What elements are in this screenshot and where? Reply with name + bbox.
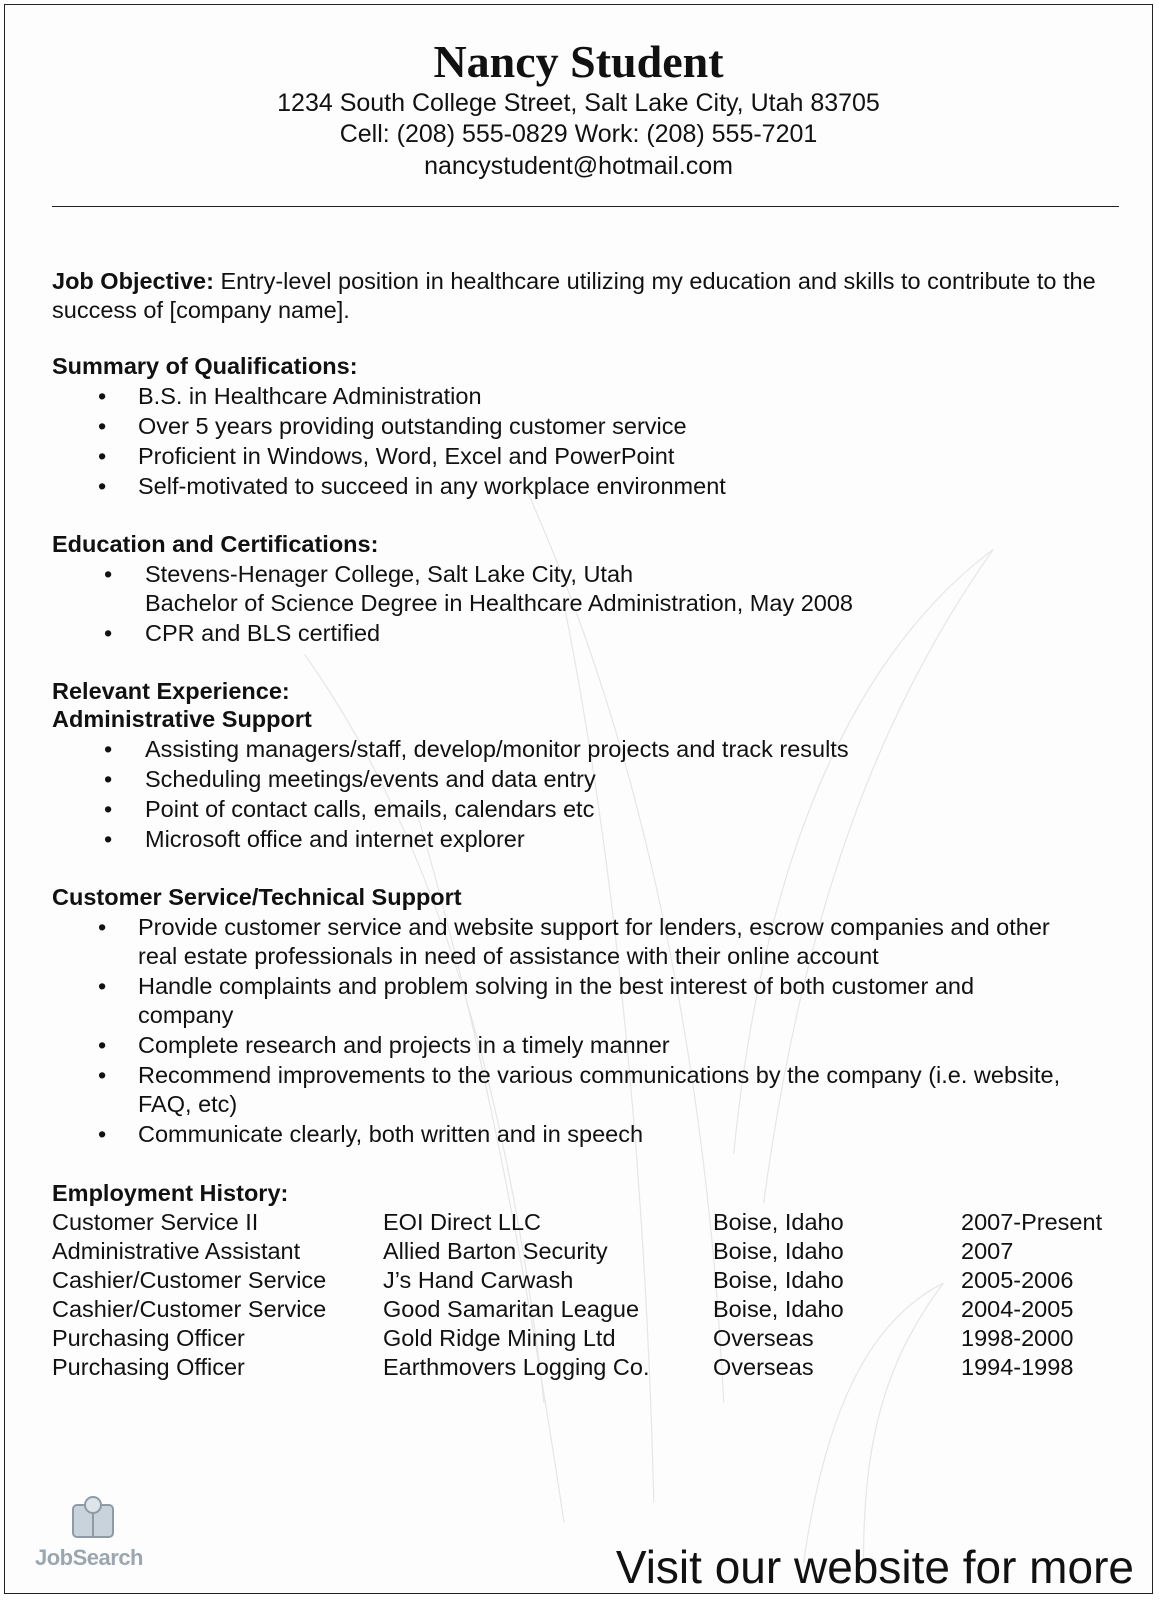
bullet-icon: • — [98, 443, 107, 469]
location-cell: Boise, Idaho — [713, 1267, 844, 1293]
bullet-icon: • — [98, 383, 107, 409]
dates-cell: 1994-1998 — [961, 1354, 1074, 1380]
bullet-icon: • — [104, 826, 113, 852]
location-cell: Boise, Idaho — [713, 1296, 844, 1322]
employer-cell: Allied Barton Security — [383, 1238, 608, 1264]
customer-service-heading: Customer Service/Technical Support — [52, 884, 462, 910]
employer-cell: Gold Ridge Mining Ltd — [383, 1325, 616, 1351]
dates-cell: 1998-2000 — [961, 1325, 1074, 1351]
visit-website-banner[interactable]: Visit our website for more — [615, 1541, 1134, 1593]
dates-cell: 2007-Present — [961, 1209, 1103, 1235]
bullet-icon: • — [104, 561, 113, 587]
education-heading: Education and Certifications: — [52, 531, 379, 557]
job-title-cell: Cashier/Customer Service — [52, 1267, 327, 1293]
candidate-name: Nancy Student — [433, 36, 724, 87]
list-item-text: Point of contact calls, emails, calendars etc — [145, 796, 595, 822]
admin-support-heading: Administrative Support — [52, 706, 312, 732]
job-title-cell: Purchasing Officer — [52, 1354, 245, 1380]
list-item-text: Proficient in Windows, Word, Excel and PowerPoint — [138, 443, 675, 469]
location-cell: Boise, Idaho — [713, 1238, 844, 1264]
employer-cell: Good Samaritan League — [383, 1296, 640, 1322]
list-item-text: Self-motivated to succeed in any workplace environment — [138, 473, 726, 499]
bullet-icon: • — [104, 620, 113, 646]
employer-cell: Earthmovers Logging Co. — [383, 1354, 650, 1380]
dates-cell: 2004-2005 — [961, 1296, 1074, 1322]
employer-cell: EOI Direct LLC — [383, 1209, 542, 1235]
list-item-text: Over 5 years providing outstanding customer service — [138, 413, 687, 439]
job-title-cell: Customer Service II — [52, 1209, 259, 1235]
header-divider — [52, 206, 1119, 207]
bullet-icon: • — [104, 796, 113, 822]
jobsearch-logo-text: JobSearch — [35, 1545, 143, 1570]
bullet-icon: • — [98, 914, 107, 940]
job-objective-label: Job Objective: — [52, 268, 214, 294]
address-line: 1234 South College Street, Salt Lake City, Utah 83705 — [277, 89, 880, 117]
job-objective-text: Entry-level position in healthcare utilizing my education and skills to contribute to the success of [company name]. — [52, 268, 1096, 323]
location-cell: Overseas — [713, 1325, 814, 1351]
list-item-text: Assisting managers/staff, develop/monitor projects and track results — [145, 736, 849, 762]
bullet-icon: • — [104, 736, 113, 762]
bullet-icon: • — [98, 1121, 107, 1147]
job-title-cell: Purchasing Officer — [52, 1325, 245, 1351]
list-item-text: Communicate clearly, both written and in speech — [138, 1121, 644, 1147]
list-item-text: Stevens-Henager College, Salt Lake City, Utah Bachelor of Science Degree in Healthcare Administration, May 2008 — [145, 561, 853, 616]
location-cell: Overseas — [713, 1354, 814, 1380]
job-title-cell: Cashier/Customer Service — [52, 1296, 327, 1322]
bullet-icon: • — [98, 1032, 107, 1058]
resume-page — [4, 4, 1153, 1594]
dates-cell: 2007 — [961, 1238, 1014, 1264]
bullet-icon: • — [104, 766, 113, 792]
bullet-icon: • — [98, 973, 107, 999]
list-item-text: Microsoft office and internet explorer — [145, 826, 525, 852]
job-objective — [52, 267, 1112, 325]
employer-cell: J’s Hand Carwash — [383, 1267, 574, 1293]
bullet-icon: • — [98, 413, 107, 439]
email-line: nancystudent@hotmail.com — [424, 152, 733, 180]
job-title-cell: Administrative Assistant — [52, 1238, 301, 1264]
list-item-text: Handle complaints and problem solving in the best interest of both customer and company — [138, 973, 975, 1028]
list-item-text: Complete research and projects in a timely manner — [138, 1032, 670, 1058]
list-item-text: Provide customer service and website support for lenders, escrow companies and other real estate professionals in need of assistance with their online account — [138, 914, 1050, 969]
dates-cell: 2005-2006 — [961, 1267, 1074, 1293]
bullet-icon: • — [98, 473, 107, 499]
location-cell: Boise, Idaho — [713, 1209, 844, 1235]
experience-heading: Relevant Experience: — [52, 678, 290, 704]
bullet-icon: • — [98, 1062, 107, 1088]
list-item-text: CPR and BLS certified — [145, 620, 381, 646]
phone-line: Cell: (208) 555-0829 Work: (208) 555-7201 — [339, 120, 818, 148]
list-item-text: Scheduling meetings/events and data entry — [145, 766, 596, 792]
employment-heading: Employment History: — [52, 1180, 289, 1206]
list-item-text: B.S. in Healthcare Administration — [138, 383, 482, 409]
summary-heading: Summary of Qualifications: — [52, 353, 358, 379]
list-item-text: Recommend improvements to the various communications by the company (i.e. website, FAQ, etc) — [138, 1062, 1061, 1117]
